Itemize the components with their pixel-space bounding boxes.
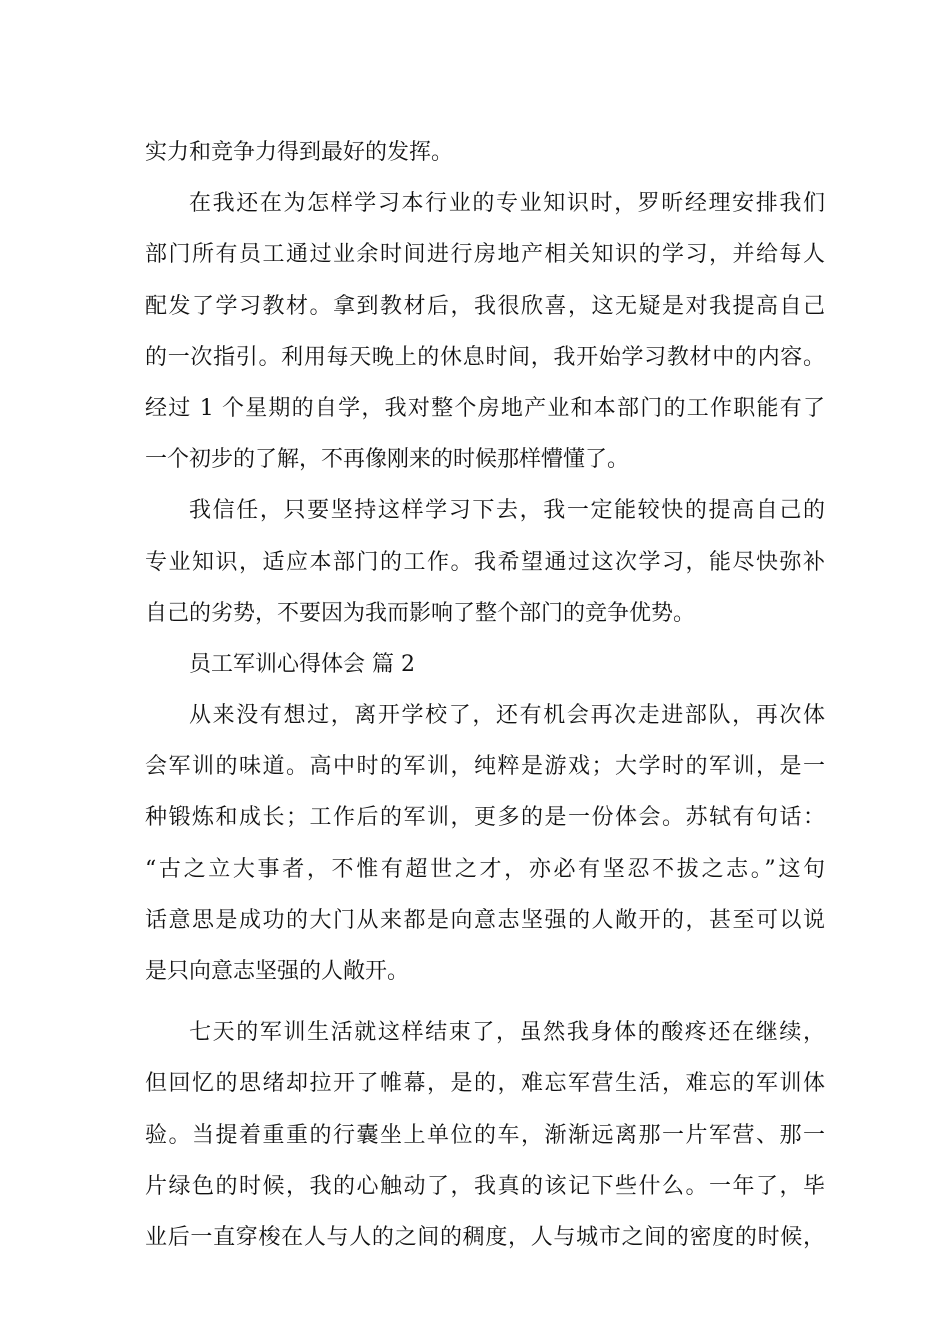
text-line: 专业知识，适应本部门的工作。我希望通过这次学习，能尽快弥补 — [145, 549, 825, 575]
text-line: 我信任，只要坚持这样学习下去，我一定能较快的提高自己的 — [189, 498, 825, 524]
body-text — [145, 127, 825, 1263]
text-line: “古之立大事者，不惟有超世之才，亦必有坚忍不拔之志。”这句 — [145, 856, 825, 882]
text-line: 实力和竞争力得到最好的发挥。 — [145, 140, 454, 165]
text-line: 自己的劣势，不要因为我而影响了整个部门的竞争优势。 — [145, 600, 696, 626]
text-line: 话意思是成功的大门从来都是向意志坚强的人敞开的，甚至可以说 — [145, 907, 825, 933]
text-line: 经过 1 个星期的自学，我对整个房地产业和本部门的工作职能有了 — [145, 395, 825, 421]
text-line: 业后一直穿梭在人与人的之间的稠度，人与城市之间的密度的时候， — [145, 1224, 825, 1250]
text-line: 在我还在为怎样学习本行业的专业知识时，罗昕经理安排我们 — [189, 191, 825, 217]
text-line: 片绿色的时候，我的心触动了，我真的该记下些什么。一年了，毕 — [145, 1173, 825, 1199]
text-line: 部门所有员工通过业余时间进行房地产相关知识的学习，并给每人 — [145, 242, 825, 268]
text-line: 是只向意志坚强的人敞开。 — [145, 959, 410, 984]
text-line: 配发了学习教材。拿到教材后，我很欣喜，这无疑是对我提高自己 — [145, 293, 825, 319]
text-line: 但回忆的思绪却拉开了帷幕，是的，难忘军营生活，难忘的军训体 — [145, 1071, 825, 1097]
text-line: 的一次指引。利用每天晚上的休息时间，我开始学习教材中的内容。 — [145, 344, 825, 370]
text-line: 会军训的味道。高中时的军训，纯粹是游戏；大学时的军训，是一 — [145, 754, 825, 780]
text-line: 一个初步的了解，不再像刚来的时候那样懵懂了。 — [145, 447, 630, 473]
text-line: 七天的军训生活就这样结束了，虽然我身体的酸疼还在继续， — [189, 1020, 825, 1046]
text-line: 种锻炼和成长；工作后的军训，更多的是一份体会。苏轼有句话： — [145, 805, 825, 831]
text-line: 验。当提着重重的行囊坐上单位的车，渐渐远离那一片军营、那一 — [145, 1122, 825, 1148]
text-line: 从来没有想过，离开学校了，还有机会再次走进部队，再次体 — [189, 703, 825, 729]
section-heading: 员工军训心得体会 篇 2 — [189, 651, 415, 677]
